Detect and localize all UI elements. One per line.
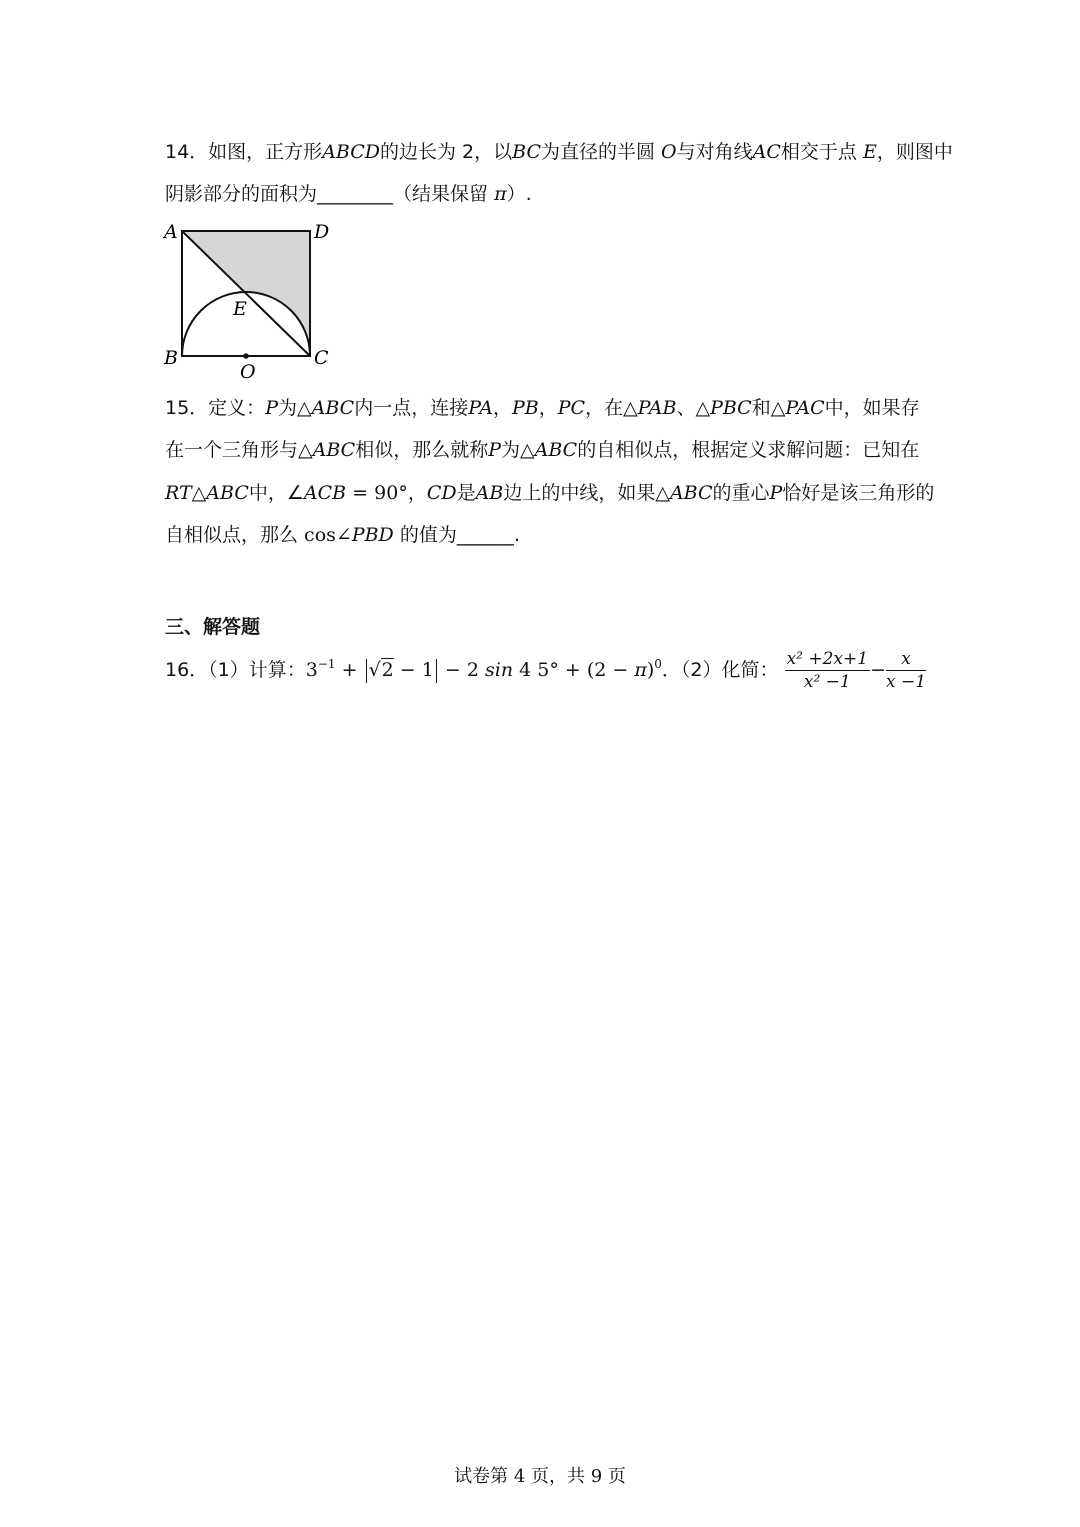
sin-symbol: sin xyxy=(485,659,514,681)
var-p: P xyxy=(488,439,502,461)
exponent: 0 xyxy=(654,657,662,671)
q14-figure xyxy=(160,218,340,383)
q16-math: − 2 xyxy=(438,659,485,681)
q15-text: 是 xyxy=(456,482,476,504)
var-pb: PB xyxy=(511,397,539,419)
label-e: E xyxy=(233,298,247,320)
answer-blank: ________ xyxy=(317,183,394,205)
var-abc: ABC xyxy=(534,439,578,461)
cos-symbol: cos∠ xyxy=(304,524,352,546)
q14-text: 与对角线 xyxy=(676,141,753,163)
q15-text: . xyxy=(513,524,520,546)
center-point-o xyxy=(243,353,249,359)
var-ac: AC xyxy=(752,141,781,163)
var-abc: ABC xyxy=(312,439,356,461)
q15-text: ， xyxy=(538,397,558,419)
var-ab: AB xyxy=(475,482,504,504)
fraction-numerator: x xyxy=(886,648,926,671)
fraction-numerator: x² +2x+1 xyxy=(786,649,869,669)
var-pc: PC xyxy=(557,397,586,419)
q16-text: ． xyxy=(661,659,681,681)
q15-text: = 90°， xyxy=(346,482,427,504)
q15-text: △ xyxy=(191,482,207,504)
var-rt: RT xyxy=(165,482,192,504)
q15-text: 中，如果存 xyxy=(824,397,920,419)
q15-line-3 xyxy=(165,479,934,507)
label-a: A xyxy=(164,221,178,243)
q14-text: （结果保留 xyxy=(393,183,495,205)
var-pac: PAC xyxy=(785,397,825,419)
q15-text: 中，∠ xyxy=(248,482,304,504)
label-b: B xyxy=(164,347,178,369)
q16-math: + xyxy=(335,659,364,681)
q15-text: ， xyxy=(492,397,512,419)
q15-text: 15．定义： xyxy=(165,397,266,419)
var-pab: PAB xyxy=(637,397,677,419)
label-c: C xyxy=(314,347,329,369)
q15-text: 边上的中线，如果△ xyxy=(503,482,670,504)
var-abc: ABC xyxy=(311,397,355,419)
q15-text: 的自相似点，根据定义求解问题：已知在 xyxy=(577,439,920,461)
q15-text: 为△ xyxy=(277,397,312,419)
q14-line-2 xyxy=(165,180,532,208)
abs-bar-right xyxy=(436,659,437,683)
q15-text: 的重心 xyxy=(712,482,770,504)
page-footer: 试卷第 4 页，共 9 页 xyxy=(454,1466,626,1487)
exponent: −1 xyxy=(317,657,336,671)
q16-math: ) xyxy=(646,659,655,681)
q15-line-1 xyxy=(165,394,920,422)
var-pi: π xyxy=(494,183,507,205)
q16-math: − 1 xyxy=(393,659,434,681)
sqrt-symbol: √ xyxy=(368,659,381,681)
q16-math: − xyxy=(870,659,886,681)
q14-text: 14．如图，正方形 xyxy=(165,141,323,163)
q14-text: ，则图中 xyxy=(876,141,953,163)
answer-blank: ______ xyxy=(456,524,514,546)
var-cd: CD xyxy=(426,482,457,504)
q14-text: 相交于点 xyxy=(780,141,863,163)
q16-math: 3 xyxy=(305,659,318,681)
var-o: O xyxy=(661,141,677,163)
label-o: O xyxy=(240,361,256,383)
q14-text: ）. xyxy=(506,183,532,205)
fraction-2 xyxy=(886,648,926,693)
q15-text: 的值为 xyxy=(393,524,457,546)
q15-text: ，在△ xyxy=(585,397,638,419)
var-pi: π xyxy=(634,659,647,681)
q14-text: 为直径的半圆 xyxy=(541,141,662,163)
var-pbd: PBD xyxy=(351,524,394,546)
q15-text: 、△ xyxy=(676,397,711,419)
fraction-denominator: x² −1 xyxy=(803,672,851,692)
var-bc: BC xyxy=(512,141,541,163)
sqrt-radicand: 2 xyxy=(381,659,394,681)
fraction-1 xyxy=(785,648,871,693)
q14-line-1 xyxy=(165,138,953,166)
q15-text: 为△ xyxy=(501,439,535,461)
var-p: P xyxy=(769,482,783,504)
var-pa: PA xyxy=(468,397,493,419)
q16-text: 16．（1）计算： xyxy=(165,659,306,681)
q15-text: 自相似点，那么 xyxy=(165,524,305,546)
var-p: P xyxy=(265,397,278,419)
var-e: E xyxy=(862,141,877,163)
q15-line-2 xyxy=(165,436,919,464)
q14-text: 阴影部分的面积为 xyxy=(165,183,318,205)
var-acb: ACB xyxy=(303,482,347,504)
fraction-denominator: x −1 xyxy=(886,672,927,692)
q15-text: 在一个三角形与△ xyxy=(165,439,313,461)
var-pbc: PBC xyxy=(710,397,752,419)
abs-bar-left xyxy=(366,659,367,683)
q15-text: 相似，那么就称 xyxy=(355,439,489,461)
section-heading: 三、解答题 xyxy=(165,616,261,638)
var-abc: ABC xyxy=(206,482,249,504)
q16-math: 4 5° + (2 − xyxy=(513,659,635,681)
q15-text: 和△ xyxy=(751,397,786,419)
q16-line xyxy=(165,646,926,694)
q15-text: 内一点，连接 xyxy=(354,397,469,419)
label-d: D xyxy=(314,221,330,243)
q14-text: 的边长为 2，以 xyxy=(380,141,513,163)
var-abc: ABC xyxy=(669,482,713,504)
q15-line-4 xyxy=(165,521,520,549)
var-abcd: ABCD xyxy=(322,141,380,163)
q15-text: 恰好是该三角形的 xyxy=(782,482,935,504)
q16-text: （2）化简： xyxy=(680,659,779,681)
